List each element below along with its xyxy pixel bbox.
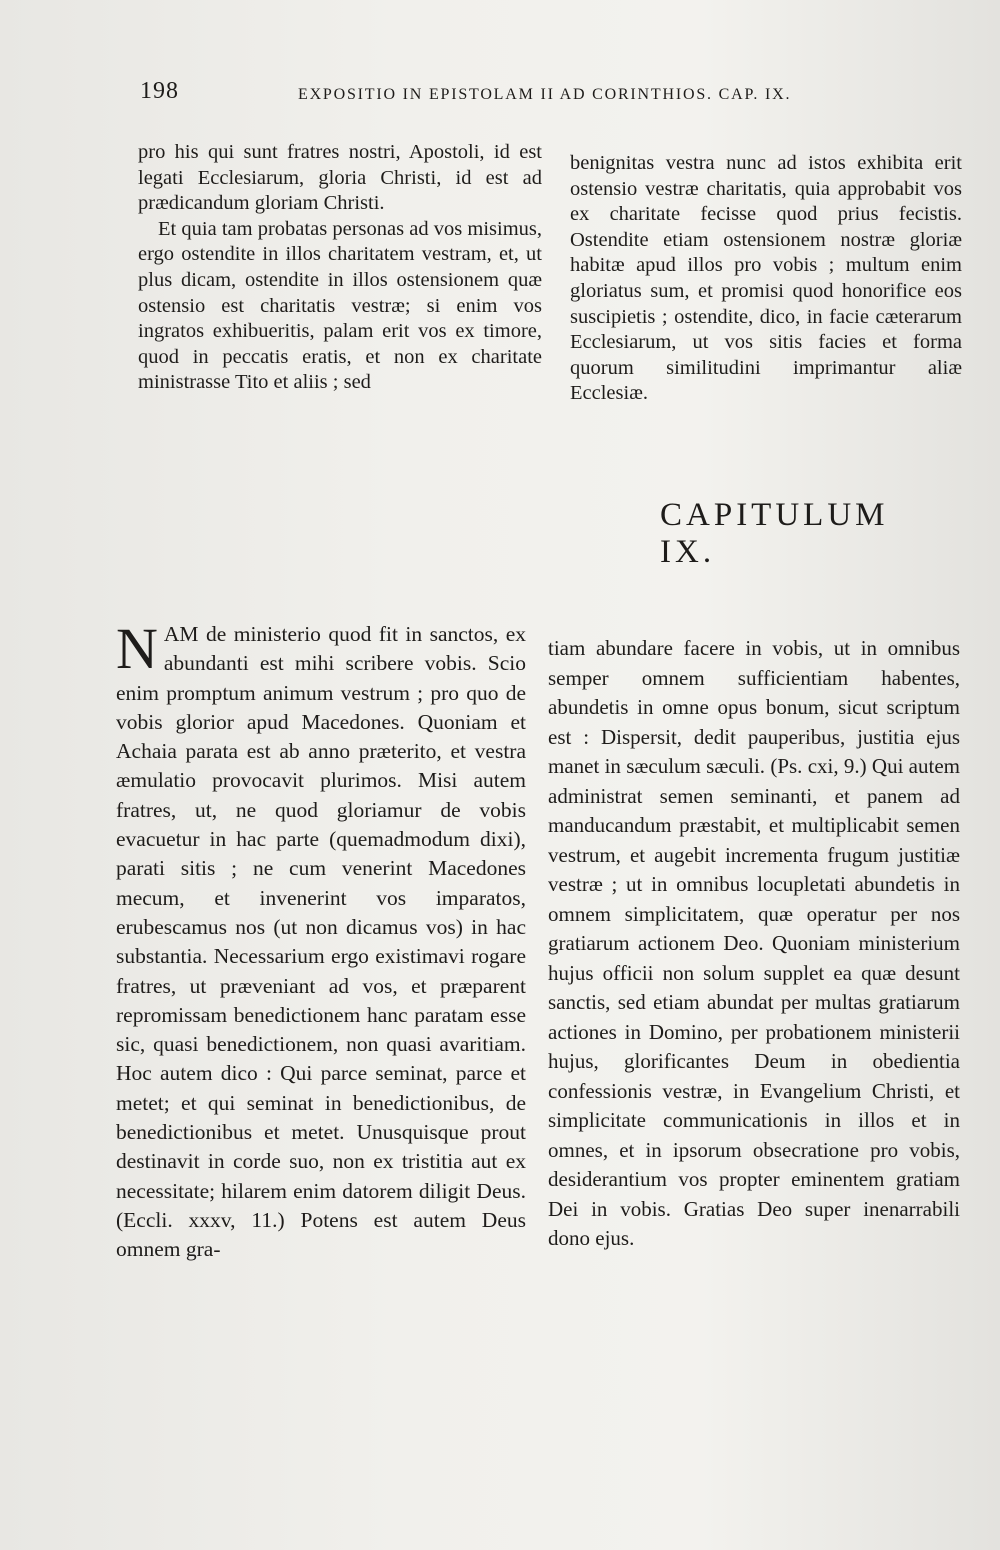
running-head: EXPOSITIO IN EPISTOLAM II AD CORINTHIOS. CAP. IX. (298, 86, 792, 103)
bottom-right-column (548, 634, 960, 1254)
top-right-column (570, 151, 962, 407)
page-header (140, 78, 840, 108)
top-left-column (138, 140, 542, 396)
top-right-paragraph: benignitas vestra nunc ad istos exhibita erit ostensio vestræ charitatis, quia approbabit vos ex charitate fecisse quod prius fecistis. Ostendite etiam ostensionem nostræ gloriæ habitæ apud illos pro vobis ; multum enim gloriatus sum, et promisi quod honorifice eos suscipietis ; ostendite, dico, in facie cæterarum Ecclesiarum, ut vos sitis facies et forma quorum similitudini imprimantur aliæ Ecclesiæ. (570, 152, 962, 405)
top-left-paragraph-2: Et quia tam probatas personas ad vos misimus, ergo ostendite in illos charitatem vestram, et, ut plus dicam, ostendite in illos ostensionem quæ ostensio est charitatis vestræ; si enim vos ingratos exhibueritis, palam erit vos ex timore, quod in peccatis eratis, et non ex charitate ministrasse Tito et aliis ; sed (138, 217, 542, 394)
bottom-left-column (116, 616, 526, 1265)
chapter-heading (0, 497, 1000, 571)
top-left-paragraph-1: pro his qui sunt fratres nostri, Apostoli, id est legati Ecclesiarum, gloria Christi, id est ad prædicandum gloriam Christi. (138, 141, 542, 215)
page-number: 198 (140, 78, 179, 104)
bottom-right-text: tiam abundare facere in vobis, ut in omnibus semper omnem sufficientiam habentes, abundetis in omne opus bonum, sicut scriptum est : Dispersit, dedit pauperibus, justitia ejus manet in sæculum sæculi. (Ps. cxi, 9.) Qui autem administrat semen seminanti, et panem ad manducandum præstabit, et multiplicabit semen vestrum, et augebit incrementa frugum justitiæ vestræ ; ut in omnibus locupletati abundetis in omnem simplicitatem, quæ operatur per nos gratiarum actionem Deo. Quoniam ministerium hujus officii non solum supplet ea quæ desunt sanctis, sed etiam abundat per multas gratiarum actiones in Domino, per probationem ministerii hujus, glorificantes Deum in obedientia confessionis vestræ, in Evangelium Christi, et simplicitate communicationis in illos et in omnes, et in ipsorum obsecratione pro vobis, desiderantium vos propter eminentem gratiam Dei in vobis. Gratias Deo super inenarrabili dono ejus. (548, 636, 960, 1250)
drop-cap: N (116, 616, 158, 681)
bottom-left-text: AM de ministerio quod fit in sanctos, ex abundanti est mihi scribere vobis. Scio enim promptum animum vestrum ; pro quo de vobis glorior apud Macedones. Quoniam et Achaia parata est ab anno præterito, et vestra æmulatio provocavit plurimos. Misi autem fratres, ut, ne quod gloriamur de vobis evacuetur in hac parte (quemadmodum dixi), parati sitis ; ne cum venerint Macedones mecum, et invenerint vos imparatos, erubescamus nos (ut non dicamus vos) in hac substantia. Necessarium ergo existimavi rogare fratres, ut præveniant ad vos, et præparent repromissam benedictionem hanc paratam esse sic, quasi benedictionem, non quasi avaritiam. Hoc autem dico : Qui parce seminat, parce et metet; et qui seminat in benedictionibus, de benedictionibus et metet. Unusquisque prout destinavit in corde suo, non ex tristitia aut ex necessitate; hilarem enim datorem diligit Deus. (Eccli. xxxv, 11.) Potens est autem Deus omnem gra- (116, 622, 526, 1262)
chapter-title: CAPITULUM IX. (660, 497, 889, 570)
